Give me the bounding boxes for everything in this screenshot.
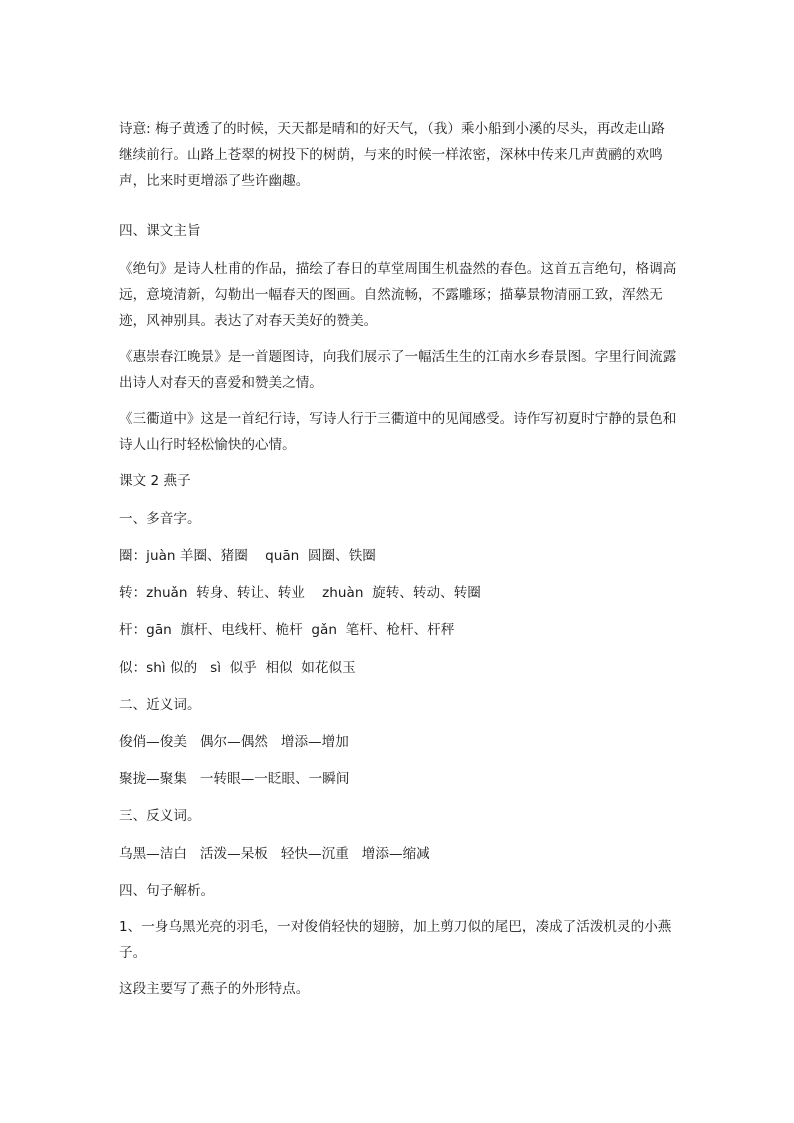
section-heading-sentence-analysis: 四、句子解析。	[119, 883, 215, 899]
poem-meaning-paragraph: 诗意: 梅子黄透了的时候，天天都是晴和的好天气，（我）乘小船到小溪的尽头，再改走山路继续前行。山路上苍翠的树投下的树荫，与来的时候一样浓密，深林中传来几声黄鹂的欢鸣声，比来时更增添了些许幽趣。	[119, 121, 665, 189]
polyphone-line-zhuan: 转：zhuǎn 转身、转让、转业 zhuàn 旋转、转动、转圈	[119, 585, 481, 601]
sentence-analysis-1: 1、一身乌黑光亮的羽毛，一对俊俏轻快的翅膀，加上剪刀似的尾巴，凑成了活泼机灵的小燕子。	[119, 919, 672, 961]
section-heading-synonyms: 二、近义词。	[119, 697, 201, 713]
polyphone-line-si: 似：shì 似的 sì 似乎 相似 如花似玉	[119, 660, 356, 676]
theme-paragraph-huichong: 《惠崇春江晚景》是一首题图诗，向我们展示了一幅活生生的江南水乡春景图。字里行间流露出诗人对春天的喜爱和赞美之情。	[119, 349, 677, 391]
section-heading-antonyms: 三、反义词。	[119, 808, 201, 824]
sentence-analysis-note: 这段主要写了燕子的外形特点。	[119, 981, 310, 997]
lesson-title: 课文 2 燕子	[119, 473, 191, 489]
theme-paragraph-sanqu: 《三衢道中》这是一首纪行诗，写诗人行于三衢道中的见闻感受。诗作写初夏时宁静的景色和诗人山行时轻松愉快的心情。	[119, 411, 677, 453]
polyphone-line-gan: 杆：gān 旗杆、电线杆、桅杆 gǎn 笔杆、枪杆、杆秤	[119, 622, 455, 638]
polyphone-line-quan: 圈：juàn 羊圈、猪圈 quān 圆圈、铁圈	[119, 548, 376, 564]
section-heading-theme: 四、课文主旨	[119, 223, 201, 239]
theme-paragraph-jueju: 《绝句》是诗人杜甫的作品，描绘了春日的草堂周围生机盎然的春色。这首五言绝句，格调高远，意境清新，勾勒出一幅春天的图画。自然流畅，不露雕琢；描摹景物清丽工致，浑然无迹，风神别具。表达了对春天美好的赞美。	[119, 261, 677, 329]
synonym-line-2: 聚拢—聚集 一转眼—一眨眼、一瞬间	[119, 771, 350, 787]
antonym-line: 乌黑—洁白 活泼—呆板 轻快—沉重 增添—缩减	[119, 846, 430, 862]
synonym-line-1: 俊俏—俊美 偶尔—偶然 增添—增加	[119, 734, 349, 750]
section-heading-polyphones: 一、多音字。	[119, 511, 201, 527]
